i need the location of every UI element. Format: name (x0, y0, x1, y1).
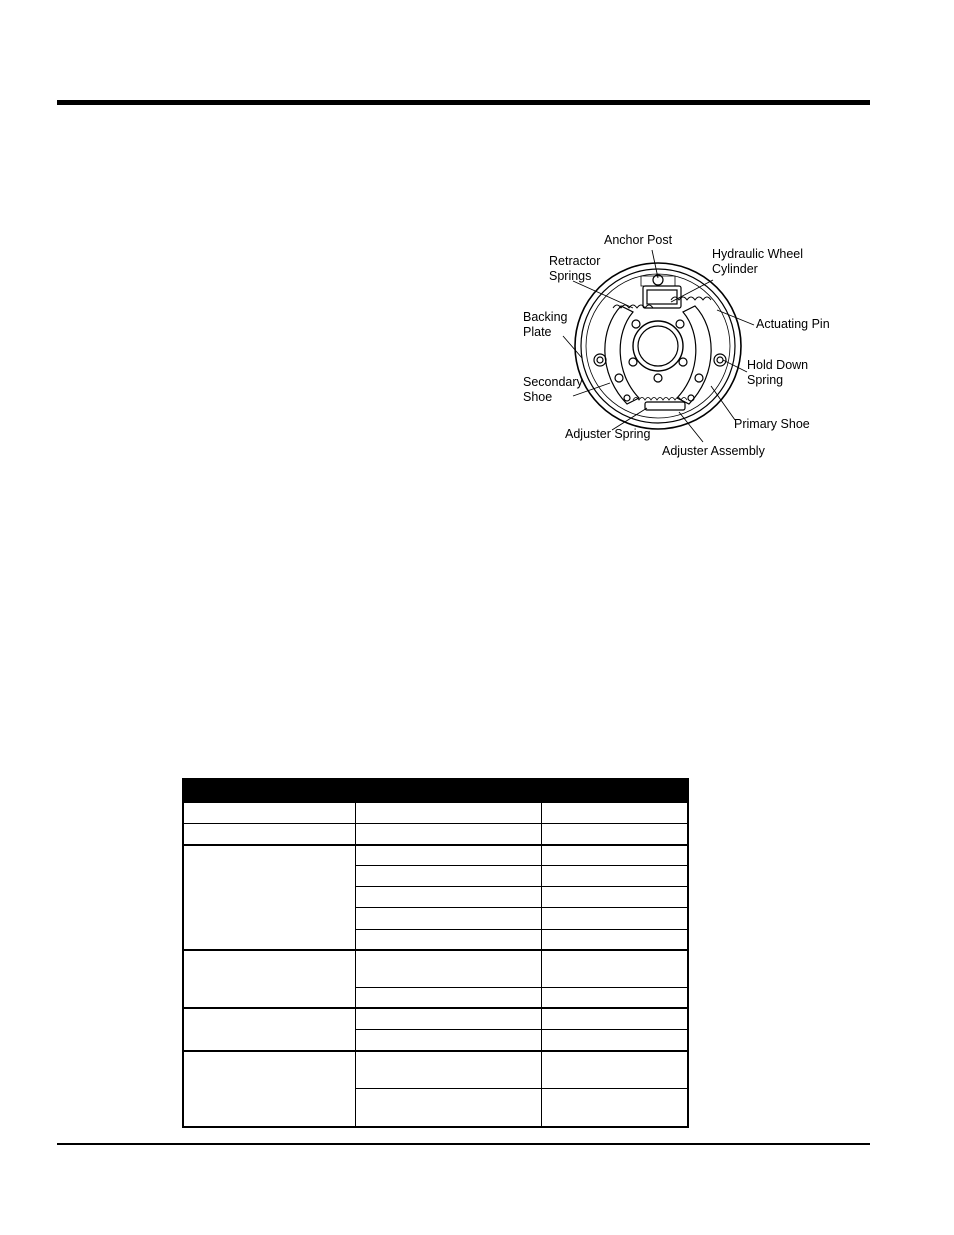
label-secondary-shoe: Secondary Shoe (523, 375, 583, 404)
label-primary-shoe: Primary Shoe (734, 417, 810, 431)
label-hydraulic-wheel-cylinder: Hydraulic Wheel Cylinder (712, 247, 804, 276)
label-adjuster-spring: Adjuster Spring (565, 427, 651, 441)
table-cell (183, 1051, 355, 1127)
footer-rule (57, 1143, 870, 1145)
table-cell (541, 950, 688, 987)
table-cell (355, 1051, 541, 1089)
table-cell (355, 887, 541, 908)
table-cell (541, 908, 688, 929)
table-cell (541, 887, 688, 908)
label-retractor-springs: Retractor Springs (549, 254, 601, 283)
table-cell (541, 1051, 688, 1089)
table-row (183, 803, 688, 824)
label-adjuster-assembly: Adjuster Assembly (662, 444, 765, 458)
table-cell (355, 1089, 541, 1127)
table-cell (183, 950, 355, 1008)
table-cell (541, 1089, 688, 1127)
table-cell (355, 950, 541, 987)
table-row (183, 1008, 688, 1029)
table-header-cell (183, 779, 355, 803)
table-row (183, 845, 688, 866)
table-cell (355, 866, 541, 887)
table-header-row (183, 779, 688, 803)
table-cell (355, 845, 541, 866)
table-cell (355, 824, 541, 845)
label-anchor-post: Anchor Post (604, 233, 673, 247)
table-row (183, 824, 688, 845)
label-hold-down-spring: Hold Down Spring (747, 358, 809, 387)
table-cell (355, 803, 541, 824)
table-cell (355, 987, 541, 1008)
spec-table (182, 778, 687, 1128)
table-cell (541, 866, 688, 887)
table-cell (541, 929, 688, 950)
table-cell (355, 908, 541, 929)
table-header-cell (541, 779, 688, 803)
label-backing-plate: Backing Plate (523, 310, 568, 339)
table-cell (355, 1029, 541, 1050)
table-header-cell (355, 779, 541, 803)
table-cell (183, 824, 355, 845)
table-cell (355, 1008, 541, 1029)
table-cell (541, 987, 688, 1008)
table-row (183, 1051, 688, 1089)
table-cell (541, 1029, 688, 1050)
brake-assembly-figure (515, 228, 855, 468)
table-cell (541, 845, 688, 866)
table-cell (183, 803, 355, 824)
spec-table-grid (182, 778, 689, 1128)
table-row (183, 950, 688, 987)
table-cell (541, 824, 688, 845)
table-cell (183, 845, 355, 950)
header-rule (57, 100, 870, 105)
label-actuating-pin: Actuating Pin (756, 317, 830, 331)
table-cell (355, 929, 541, 950)
table-cell (183, 1008, 355, 1050)
table-cell (541, 803, 688, 824)
table-cell (541, 1008, 688, 1029)
